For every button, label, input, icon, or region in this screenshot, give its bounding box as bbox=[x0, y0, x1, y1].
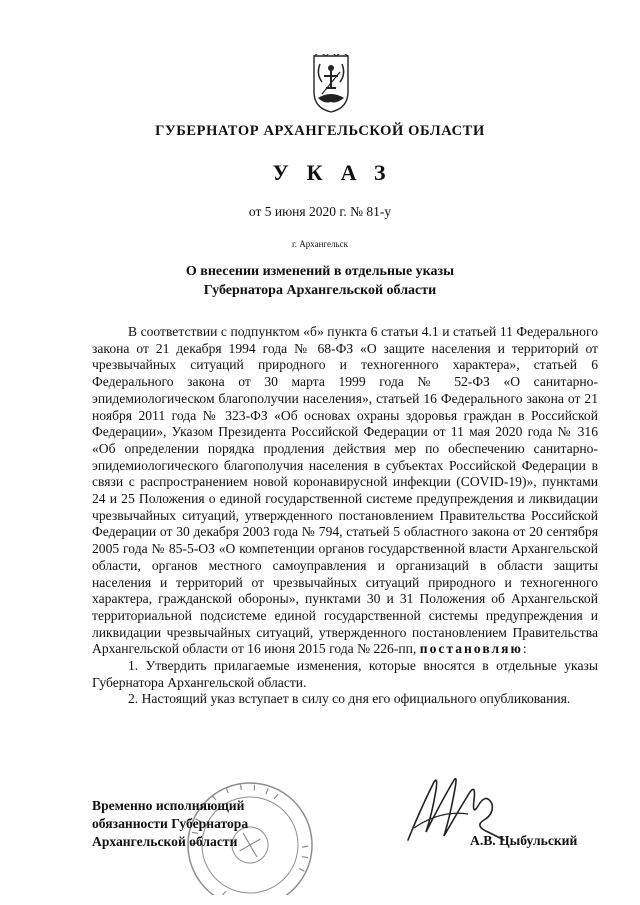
position-line-2: обязанности Губернатора bbox=[92, 816, 249, 831]
signatory-name: А.В. Цыбульский bbox=[470, 833, 578, 848]
decree-body bbox=[92, 324, 598, 708]
document-type: УКАЗ bbox=[272, 160, 404, 185]
subject-line-1: О внесении изменений в отдельные указы bbox=[185, 264, 455, 279]
preamble-paragraph bbox=[92, 324, 598, 658]
item-1-paragraph: 1. Утвердить прилагаемые изменения, которые вносятся в отдельные указы Губернатора Архангельской области. bbox=[92, 658, 598, 690]
position-line-3: Архангельской области bbox=[92, 834, 238, 849]
resolve-word: постановляю bbox=[419, 641, 523, 657]
preamble-text: В соответствии с подпунктом «б» пункта 6 статьи 4.1 и статьей 11 Федерального закона от 21 декабря 1994 года № 68-ФЗ «О защите населения и территорий от чрезвычайных ситуаций природного и техногенного характера», статьей 6 Федерального закона от 30 марта 1999 года № 52-ФЗ «О санитарно-эпидемиологическом благополучии населения», статьей 16 Федерального закона от 21 ноября 2011 года № 323-ФЗ «Об основах охраны здоровья граждан в Российской Федерации», Указом Президента Российской Федерации от 11 мая 2020 года № 316 «Об определении порядка продления действия мер по обеспечению санитарно-эпидемиологического благополучия населения в субъектах Российской Федерации в связи с распространением новой коронавирусной инфекции (COVID-19)», пунктами 24 и 25 Положения о единой государственной системе предупреждения и ликвидации чрезвычайных ситуаций, утвержденного постановлением Правительства Российской Федерации от 30 декабря 2003 года № 794, статьей 5 областного закона от 20 сентября 2005 года № 85-5-ОЗ «О компетенции органов государственной власти Архангельской области, органов местного самоуправления и организаций в области защиты населения и территорий от чрезвычайных ситуаций природного и техногенного характера, гражданской обороны», пунктами 30 и 31 Положения об Архангельской территориальной подсистеме единой государственной системы предупреждения и ликвидации чрезвычайных ситуаций, утвержденного постановлением Правительства Архангельской области от 16 июня 2015 года № 226-пп, bbox=[92, 324, 598, 657]
resolve-colon: : bbox=[522, 641, 527, 657]
item-2-paragraph: 2. Настоящий указ вступает в силу со дня его официального опубликования. bbox=[128, 691, 571, 707]
decree-date-number: от 5 июня 2020 г. № 81-у bbox=[248, 204, 392, 219]
signatory-position bbox=[92, 797, 248, 851]
city-name: г. Архангельск bbox=[292, 239, 348, 249]
authority-title: ГУБЕРНАТОР АРХАНГЕЛЬСКОЙ ОБЛАСТИ bbox=[155, 123, 485, 139]
position-line-1: Временно исполняющий bbox=[92, 798, 245, 813]
subject-line-2: Губернатора Архангельской области bbox=[203, 283, 437, 298]
coat-of-arms-icon bbox=[312, 54, 350, 114]
